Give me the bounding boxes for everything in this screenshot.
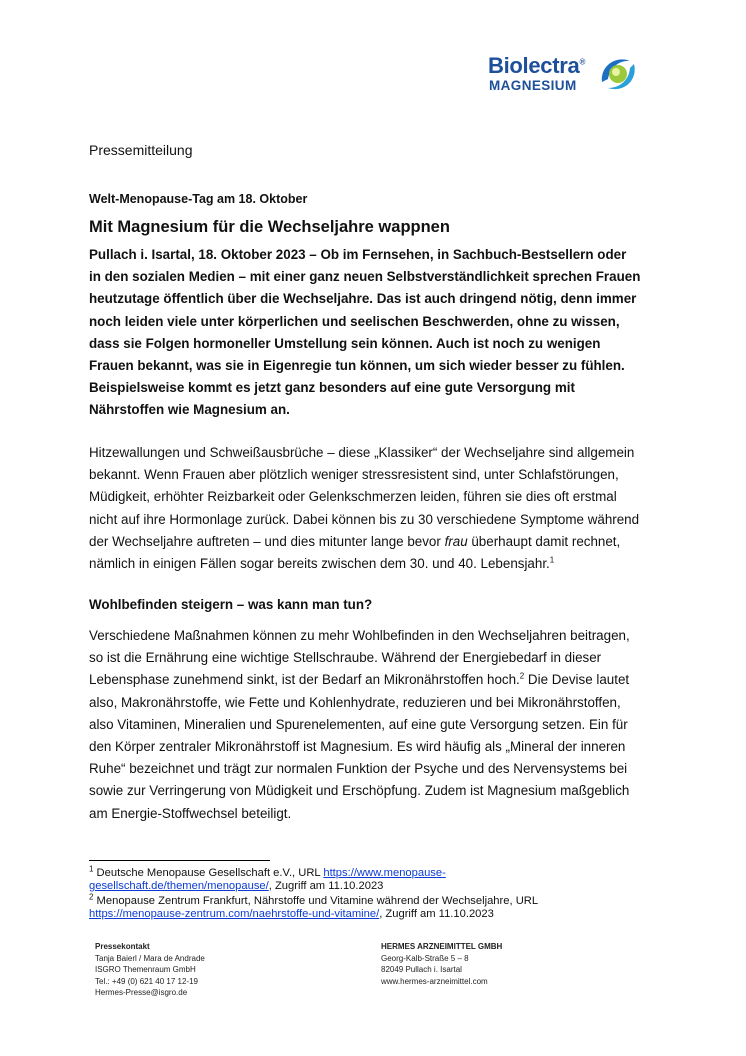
body-line: sowie zur Verringerung von Müdigkeit und Erschöpfung. Zudem ist Magnesium maßgeblich bbox=[89, 783, 630, 799]
footnote-ref-2: 2 bbox=[519, 671, 525, 681]
press-contact bbox=[95, 941, 205, 999]
footnote-text: , Zugriff am 11.10.2023 bbox=[379, 908, 494, 920]
logo-registered-mark: ® bbox=[579, 57, 586, 67]
press-contact-line: Hermes-Presse@isgro.de bbox=[95, 988, 188, 998]
body-line: am Energie-Stoffwechsel beteiligt. bbox=[89, 805, 292, 821]
lead-line: Beispielsweise kommt es jetzt ganz besonders auf eine gute Versorgung mit bbox=[89, 380, 575, 396]
body-line: also Vitaminen, Mineralien und Spurenelementen, auf eine gute Versorgung setzen. Ein für bbox=[89, 716, 628, 732]
body-line: bekannt. Wenn Frauen aber plötzlich weniger stressresistent sind, unter Schlafstörungen, bbox=[89, 467, 619, 483]
footnote-2 bbox=[89, 892, 649, 921]
body-text: überhaupt damit rechnet, bbox=[467, 533, 621, 549]
body-paragraph-1 bbox=[89, 442, 664, 575]
headline: Mit Magnesium für die Wechseljahre wappnen bbox=[89, 218, 450, 236]
company-name: HERMES ARZNEIMITTEL GMBH bbox=[381, 942, 503, 951]
kicker: Welt-Menopause-Tag am 18. Oktober bbox=[89, 192, 308, 206]
body-line: nicht auf ihre Hormonlage zurück. Dabei können bis zu 30 verschiedene Symptome während bbox=[89, 511, 640, 527]
lead-line: Frauen bekannt, was sie in Eigenregie tun können, um sich wieder besser zu fühlen. bbox=[89, 358, 625, 374]
logo-product-text: MAGNESIUM bbox=[489, 78, 577, 93]
body-line bbox=[89, 531, 664, 553]
body-line bbox=[89, 669, 664, 691]
body-line: Hitzewallungen und Schweißausbrüche – diese „Klassiker“ der Wechseljahre sind allgemein bbox=[89, 445, 635, 460]
body-line: Ruhe“ bezeichnet und trägt zur normalen Funktion der Psyche und des Nervensystems bei bbox=[89, 761, 628, 777]
lead-line: in den sozialen Medien – mit einer ganz neuen Selbstverständlichkeit sprechen Frauen bbox=[89, 269, 641, 285]
lead-line: Nährstoffen wie Magnesium an. bbox=[89, 402, 290, 418]
company-address bbox=[381, 941, 502, 987]
body-paragraph-2 bbox=[89, 625, 664, 825]
footnote-1-link[interactable]: https://www.menopause- bbox=[323, 867, 446, 879]
body-text: nämlich in einigen Fällen sogar bereits zwischen dem 30. und 40. Lebensjahr. bbox=[89, 556, 550, 572]
press-contact-line: ISGRO Themenraum GmbH bbox=[95, 965, 196, 975]
body-text: der Wechseljahre auftreten – und dies mitunter lange bevor bbox=[89, 533, 445, 549]
emphasis-text: frau bbox=[444, 533, 468, 549]
footnote-text: Menopause Zentrum Frankfurt, Nährstoffe und Vitamine während der Wechseljahre, URL bbox=[93, 895, 539, 907]
press-contact-line: Tanja Baierl / Mara de Andrade bbox=[95, 953, 205, 963]
logo-swirl-icon bbox=[596, 52, 640, 96]
body-line bbox=[89, 553, 664, 575]
lead-line: heutzutage öffentlich über die Wechseljahre. Das ist auch dringend nötig, denn immer bbox=[89, 291, 637, 307]
company-address-line: www.hermes-arzneimittel.com bbox=[381, 976, 488, 986]
footnote-divider bbox=[89, 860, 270, 861]
body-line: Müdigkeit, erhöhter Reizbarkeit oder Gelenkschmerzen leiden, führen sie dies oft erstmal bbox=[89, 489, 617, 505]
lead-line: Pullach i. Isartal, 18. Oktober 2023 – Ob im Fernsehen, in Sachbuch-Bestsellern oder bbox=[89, 247, 627, 262]
footnote-1 bbox=[89, 864, 649, 893]
document-label: Pressemitteilung bbox=[89, 142, 193, 158]
press-contact-title: Pressekontakt bbox=[95, 942, 150, 951]
subheading: Wohlbefinden steigern – was kann man tun? bbox=[89, 597, 373, 612]
footnote-2-link[interactable]: https://menopause-zentrum.com/naehrstoffe-und-vitamine/ bbox=[89, 908, 380, 920]
footnote-number: 2 bbox=[89, 892, 94, 902]
footnote-number: 1 bbox=[89, 864, 94, 874]
body-line: Verschiedene Maßnahmen können zu mehr Wohlbefinden in den Wechseljahren beitragen, bbox=[89, 628, 630, 643]
press-contact-line: Tel.: +49 (0) 621 40 17 12-19 bbox=[95, 976, 198, 986]
footnote-text: , Zugriff am 11.10.2023 bbox=[268, 880, 384, 892]
lead-line: dass sie Folgen hormoneller Umstellung sein können. Auch ist noch zu wenigen bbox=[89, 335, 601, 351]
body-text: Lebensphase zunehmend sinkt, ist der Bedarf an Mikronährstoffen hoch. bbox=[89, 672, 520, 688]
logo-brand-text: Biolectra bbox=[488, 53, 580, 78]
brand-logo bbox=[488, 52, 638, 102]
body-text: Die Devise lautet bbox=[524, 672, 630, 688]
body-line: so ist die Ernährung eine wichtige Stellschraube. Während der Energiebedarf in dieser bbox=[89, 650, 602, 666]
company-address-line: 82049 Pullach i. Isartal bbox=[381, 965, 462, 975]
body-line: also, Makronährstoffe, wie Fette und Kohlenhydrate, reduzieren und bei Mikronährstoffen, bbox=[89, 694, 621, 710]
lead-line: noch leiden viele unter körperlichen und seelischen Beschwerden, ohne zu wissen, bbox=[89, 313, 620, 329]
footnote-text: Deutsche Menopause Gesellschaft e.V., URL bbox=[93, 867, 324, 879]
company-address-line: Georg-Kalb-Straße 5 – 8 bbox=[381, 953, 469, 963]
footnote-ref-1: 1 bbox=[549, 555, 555, 565]
body-line: den Körper zentraler Mikronährstoff ist Magnesium. Es wird häufig als „Mineral der inneren bbox=[89, 739, 626, 755]
footnote-1-link-continued[interactable]: gesellschaft.de/themen/menopause/ bbox=[89, 880, 269, 892]
lead-paragraph bbox=[89, 244, 664, 422]
